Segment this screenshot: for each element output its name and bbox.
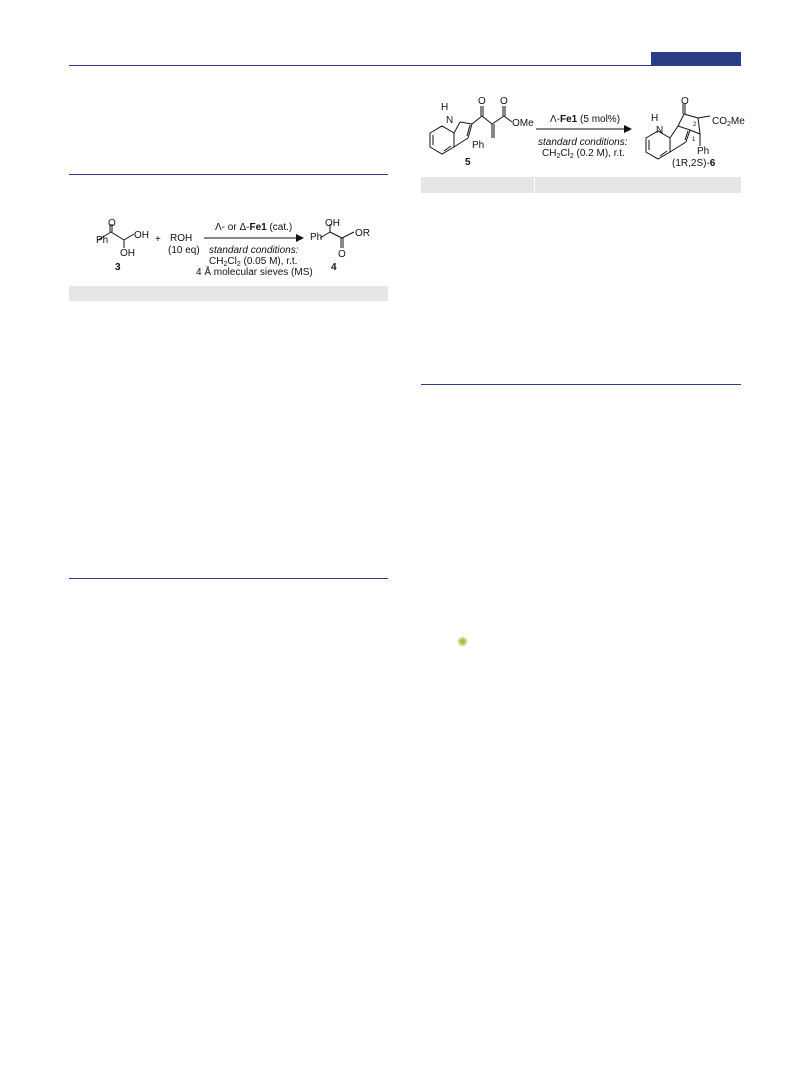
- reactant-5-ome: OMe: [512, 118, 534, 129]
- reactant-3-oh-2: OH: [120, 248, 135, 259]
- product-4-or: OR: [355, 228, 370, 239]
- reactant-5-h: H: [441, 102, 449, 113]
- product-4-oh: OH: [325, 218, 340, 229]
- compound-label-5: 5: [465, 157, 471, 168]
- reactant-5-ph: Ph: [472, 140, 485, 151]
- right-reaction-arrow: [536, 125, 632, 133]
- left-reaction-arrow: [204, 234, 304, 242]
- header-rule: [69, 65, 741, 66]
- reactant-3-oh-1: OH: [134, 230, 149, 241]
- product-6-ph: Ph: [697, 146, 710, 157]
- reactant-5-o-1: O: [478, 96, 486, 107]
- left-section-rule-bottom: [69, 578, 388, 579]
- compound-label-3: 3: [115, 262, 121, 273]
- reagent-equivalents: (10 eq): [168, 245, 200, 256]
- stereo-locant-2: 2: [693, 122, 697, 128]
- product-4-ph: Ph: [310, 232, 323, 243]
- left-catalyst: Λ- or Δ-Fe1 (cat.): [215, 222, 293, 233]
- reactant-5-n: N: [446, 115, 454, 126]
- product-6-structure: [640, 96, 740, 166]
- left-conditions-label: standard conditions:: [209, 245, 299, 256]
- left-additive: 4 Å molecular sieves (MS): [196, 267, 313, 278]
- compound-label-6: (1R,2S)-6: [672, 158, 716, 169]
- left-section-rule: [69, 174, 388, 175]
- right-table-header: [421, 177, 741, 193]
- reactant-3-carbonyl-o: O: [108, 218, 116, 229]
- product-6-o: O: [681, 96, 689, 107]
- reactant-3-ph: Ph: [96, 235, 109, 246]
- right-solvent: $CH_2Cl_2$ (0.2 M), r.t.: [542, 148, 625, 160]
- product-6-h: H: [651, 113, 659, 124]
- green-dot-icon: [458, 637, 467, 646]
- left-table-header: [69, 286, 388, 301]
- stereo-locant-1: 1: [692, 137, 696, 143]
- right-catalyst: Λ-Fe1 (5 mol%): [550, 114, 621, 125]
- compound-label-4: 4: [331, 262, 337, 273]
- left-solvent: $CH_2Cl_2$ (0.05 M), r.t.: [209, 256, 298, 268]
- right-conditions-label: standard conditions:: [538, 137, 628, 148]
- reagent-roh: ROH: [170, 233, 193, 244]
- right-section-rule: [421, 384, 741, 385]
- reactant-5-o-2: O: [500, 96, 508, 107]
- header-tab: [651, 52, 741, 66]
- product-4-carbonyl-o: O: [338, 249, 346, 260]
- plus-sign: +: [155, 234, 161, 245]
- product-6-co2me: $CO_2Me$: [712, 116, 745, 128]
- product-6-n: N: [656, 125, 664, 136]
